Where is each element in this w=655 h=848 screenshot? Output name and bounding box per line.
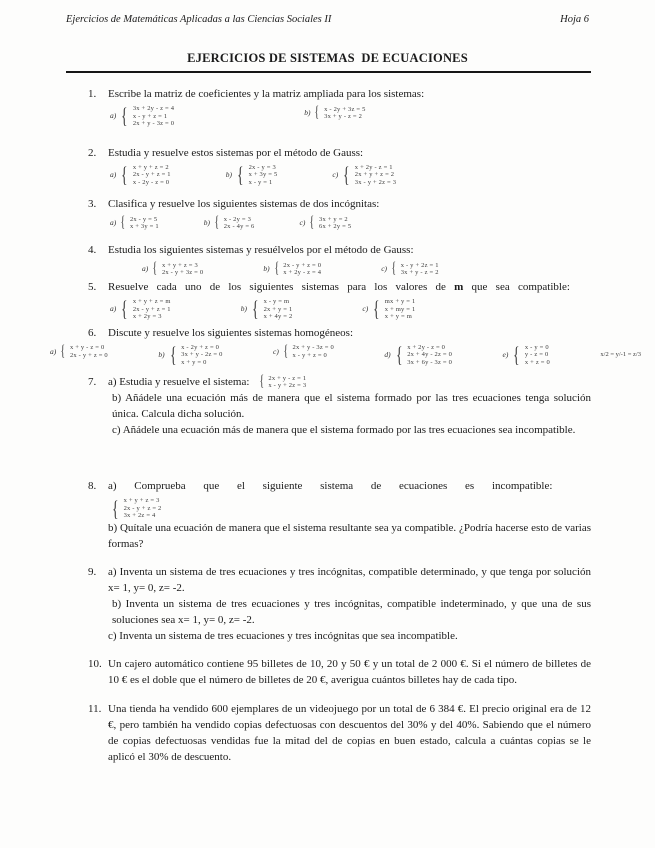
equation-system: e) { x - y = 0 y - z = 0 x + z = 0	[503, 344, 550, 367]
exercise-2	[88, 145, 591, 187]
item-body	[108, 196, 591, 231]
item-number: 7.	[88, 376, 97, 388]
item-text: Clasifica y resuelve los siguientes sistemas de dos incógnitas:	[108, 198, 380, 210]
header-course-title: Ejercicios de Matemáticas Aplicadas a las Ciencias Sociales II	[66, 14, 332, 25]
item-body	[50, 325, 641, 367]
item-part-a: a) Comprueba que el siguiente sistema de ecuaciones es incompatible:	[108, 480, 553, 493]
equation-system: c) { 3x + y = 2 6x + 2y = 5	[300, 215, 352, 231]
item-part-b: b) Inventa un sistema de tres ecuaciones y tres incógnitas, compatible indeterminado, y que una de sus soluciones sea x= 1, y= 0, z= -2.	[112, 597, 591, 626]
equation-system: a) { 2x - y = 5 x + 3y = 1	[110, 215, 159, 231]
item-body	[108, 374, 591, 438]
exercise-7	[88, 374, 591, 438]
item-number: 2.	[88, 146, 97, 159]
exercise-list	[50, 86, 641, 765]
item-part-b: b) Quítale una ecuación de manera que el sistema resultante sea ya compatible. ¿Podría hacerse esto de varias formas?	[108, 521, 591, 550]
header-sheet-number: Hoja 6	[560, 14, 589, 25]
item-body	[108, 564, 591, 644]
equation-fragment: x/2 = y/-1 = z/3	[600, 351, 641, 358]
equation-system: d) { x + 2y - z = 0 2x + 4y - 2z = 0 3x + 6y - 3z = 0	[384, 344, 452, 367]
equation-system: a) { x + y + z = 3 2x - y + 3z = 0	[142, 261, 203, 277]
equation-system: a) { 3x + 2y - z = 4 x - y + z = 1 2x + y - 3z = 0	[110, 105, 174, 128]
item-number: 3.	[88, 198, 97, 210]
equation-system: b) { x - 2y + 3z = 5 3x + y - z = 2	[304, 105, 365, 121]
exercise-3	[88, 196, 591, 231]
item-part-a: a) Estudia y resuelve el sistema: { 2x + y - z = 1 x - y + 2z = 3	[108, 374, 591, 390]
exercise-5	[88, 279, 591, 321]
item-body	[108, 279, 591, 321]
page-title: EJERCICIOS DE SISTEMAS DE ECUACIONES	[187, 51, 468, 65]
exercise-8	[88, 478, 591, 552]
brace-icon	[396, 344, 402, 366]
equation-system: b) { x - y = m 2x + y = 1 x + 4y = 2	[241, 298, 293, 321]
item-text: Estudia y resuelve estos sistemas por el método de Gauss:	[108, 146, 364, 159]
item-body	[108, 145, 591, 187]
brace-icon	[343, 164, 349, 186]
equation-system: c) { x + 2y - z = 1 2x + y + z = 2 3x - y + 2z = 3	[332, 164, 396, 187]
item-text: Un cajero automático contiene 95 billetes de 10, 20 y 50 € y un total de 2 000 €. Si el número de billetes de 10 € es el doble que el número de billetes de 20 €, averigua cuántos billetes hay de cada tipo.	[108, 657, 591, 686]
equation-row	[140, 261, 591, 277]
item-body	[108, 701, 591, 765]
equation-row	[108, 215, 591, 231]
item-body	[108, 478, 591, 552]
page-header	[0, 0, 655, 25]
title-rule	[66, 71, 591, 73]
item-number: 11.	[88, 702, 102, 715]
exercise-4	[88, 242, 591, 277]
brace-icon	[274, 261, 279, 277]
equation-system: c) { mx + y = 1 x + my = 1 x + y = m	[362, 298, 415, 321]
brace-icon	[392, 261, 397, 277]
equation-system: a) { x + y - z = 0 2x - y + z = 0	[50, 344, 108, 360]
exercise-9	[88, 564, 591, 644]
brace-icon	[237, 164, 243, 186]
brace-icon	[513, 344, 519, 366]
item-part-b: b) Añádele una ecuación más de manera que el sistema formado por las tres ecuaciones tenga solución única. Calcula dicha solución.	[112, 392, 591, 421]
brace-icon	[310, 215, 315, 231]
equation-system: c) { 2x + y - 3z = 0 x - y + z = 0	[273, 344, 334, 360]
equation-system: b) { 2x - y = 3 x + 3y = 5 x - y = 1	[226, 164, 278, 187]
equation-row	[108, 298, 591, 321]
item-number: 8.	[88, 480, 97, 493]
item-number: 6.	[88, 326, 97, 339]
brace-icon	[121, 164, 127, 186]
item-part-a: a) Inventa un sistema de tres ecuaciones y tres incógnitas, compatible determinado, y que tenga por solución x= 1, y= 0, z= -2.	[108, 565, 591, 594]
brace-icon	[61, 344, 66, 360]
brace-icon	[153, 261, 158, 277]
brace-icon	[252, 298, 258, 320]
brace-icon	[112, 498, 118, 520]
equation-system: a) { x + y + z = m 2x - y + z = 1 x + 2y = 3	[110, 298, 171, 321]
item-number: 9.	[88, 565, 97, 578]
exercise-11	[88, 701, 591, 765]
item-number: 10.	[88, 657, 102, 670]
item-text: Escribe la matriz de coeficientes y la matriz ampliada para los sistemas:	[108, 88, 425, 100]
item-text: Una tienda ha vendido 600 ejemplares de un videojuego por un total de 6 384 €. El precio original era de 12 €, pero también ha vendido copias defectuosas con descuentos del 30% y del 40%. Sabiendo que el número de copias defectuosas vendidas fue la mitad del de copias en buen estado, calcula a cuántas copias se le aplicó el 30% de descuento.	[108, 702, 591, 763]
equation-system: b) { x - 2y = 3 2x - 4y = 6	[204, 215, 255, 231]
equation-system: { x + y + z = 3 2x - y + z = 2 3x + 2z = 4	[110, 497, 162, 520]
item-text: Resuelve cada uno de los siguientes sistemas para los valores de m que sea compatible:	[108, 281, 570, 293]
brace-icon	[259, 374, 264, 390]
brace-icon	[315, 105, 320, 121]
equation-band	[50, 344, 641, 367]
equation-system: b) { x - 2y + z = 0 3x + y - 2z = 0 x + y = 0	[158, 344, 222, 367]
item-body	[108, 656, 591, 688]
brace-icon	[373, 298, 379, 320]
exercise-10	[88, 656, 591, 688]
brace-icon	[170, 344, 176, 366]
brace-icon	[215, 215, 220, 231]
item-number: 1.	[88, 88, 97, 100]
equation-system: a) { x + y + z = 2 2x - y + z = 1 x - 2y - z = 0	[110, 164, 171, 187]
brace-icon	[283, 344, 288, 360]
item-number: 5.	[88, 281, 97, 293]
item-body	[108, 242, 591, 277]
item-body	[108, 86, 591, 128]
equation-system: c) { x - y + 2z = 1 3x + y - z = 2	[381, 261, 438, 277]
equation-row	[108, 105, 591, 128]
item-part-c: c) Inventa un sistema de tres ecuaciones y tres incógnitas que sea incompatible.	[108, 629, 458, 642]
exercise-1	[88, 86, 591, 128]
item-text: Discute y resuelve los siguientes sistemas homogéneos:	[108, 326, 354, 339]
equation-row	[108, 497, 591, 520]
brace-icon	[121, 215, 126, 231]
item-number: 4.	[88, 244, 97, 256]
bold-m: m	[454, 281, 464, 293]
equation-row	[108, 164, 591, 187]
equation-system: b) { 2x - y + z = 0 x + 2y - z = 4	[263, 261, 321, 277]
equation-system: { 2x + y - z = 1 x - y + 2z = 3	[258, 374, 307, 390]
item-part-c: c) Añádele una ecuación más de manera que el sistema formado por las tres ecuaciones sea incompatible.	[112, 424, 576, 437]
item-text: Estudia los siguientes sistemas y resuélvelos por el método de Gauss:	[108, 244, 414, 256]
brace-icon	[121, 105, 127, 127]
exercise-6	[50, 325, 641, 367]
brace-icon	[121, 298, 127, 320]
